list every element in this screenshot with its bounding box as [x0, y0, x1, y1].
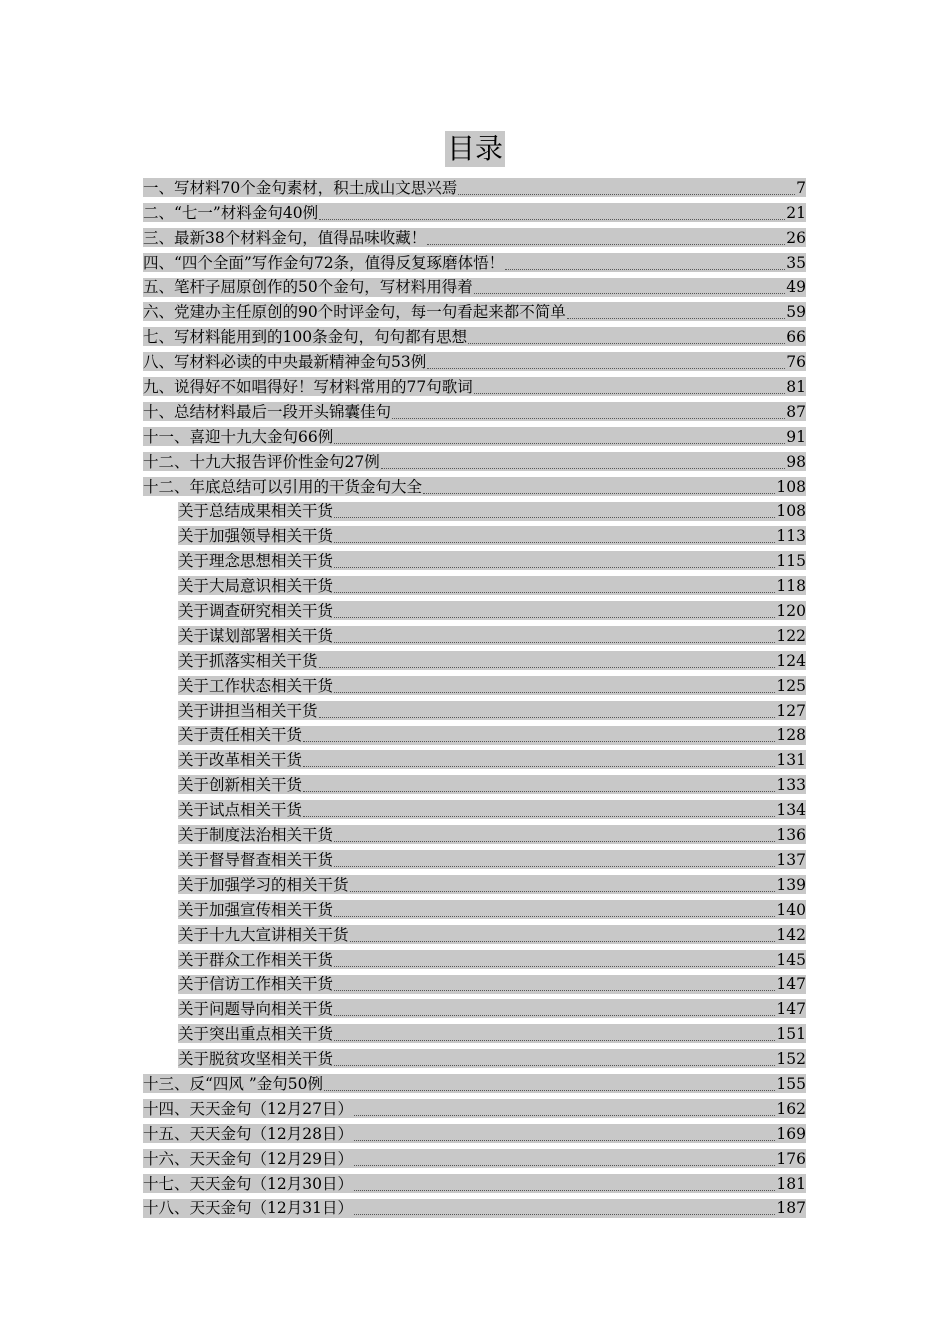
toc-entry-page-number: 187 — [776, 1199, 806, 1218]
toc-entry-label: 一、写材料70个金句素材，积土成山文思兴焉 — [143, 178, 458, 197]
toc-entry-page-number: 139 — [776, 875, 806, 894]
toc-entry-label: 六、党建办主任原创的90个时评金句，每一句看起来都不简单 — [143, 303, 566, 322]
toc-dot-leader — [319, 219, 785, 220]
toc-entry[interactable] — [143, 324, 806, 349]
toc-entry[interactable] — [143, 449, 806, 474]
toc-entry-page-number: 59 — [786, 303, 806, 322]
toc-subentry[interactable] — [178, 822, 806, 847]
toc-entry-label: 关于工作状态相关干货 — [178, 676, 334, 695]
toc-dot-leader — [468, 343, 785, 344]
toc-entry-page-number: 49 — [786, 278, 806, 297]
toc-list — [143, 175, 806, 1220]
toc-subentry[interactable] — [178, 747, 806, 772]
toc-subentry[interactable] — [178, 723, 806, 748]
toc-entry-label: 关于调查研究相关干货 — [178, 602, 334, 621]
toc-dot-leader — [334, 966, 775, 967]
toc-entry-label: 关于加强学习的相关干货 — [178, 875, 349, 894]
toc-dot-leader — [334, 692, 775, 693]
toc-subentry[interactable] — [178, 648, 806, 673]
toc-entry-page-number: 118 — [776, 577, 806, 596]
toc-entry-page-number: 131 — [776, 751, 806, 770]
toc-entry-label: 十五、天天金句（12月28日） — [143, 1124, 353, 1143]
toc-dot-leader — [334, 443, 785, 444]
toc-entry-page-number: 145 — [776, 950, 806, 969]
toc-dot-leader — [354, 1115, 775, 1116]
toc-dot-leader — [458, 194, 795, 195]
toc-dot-leader — [334, 517, 775, 518]
toc-entry[interactable] — [143, 349, 806, 374]
toc-dot-leader — [334, 1065, 775, 1066]
toc-entry-label: 关于突出重点相关干货 — [178, 1025, 334, 1044]
toc-subentry[interactable] — [178, 548, 806, 573]
toc-entry[interactable] — [143, 299, 806, 324]
toc-entry-page-number: 162 — [776, 1099, 806, 1118]
toc-entry-page-number: 151 — [776, 1025, 806, 1044]
toc-dot-leader — [505, 269, 785, 270]
toc-entry[interactable] — [143, 1171, 806, 1196]
toc-dot-leader — [334, 567, 775, 568]
toc-dot-leader — [334, 542, 775, 543]
toc-entry-page-number: 127 — [776, 701, 806, 720]
toc-entry-page-number: 113 — [776, 527, 806, 546]
toc-entry-page-number: 140 — [776, 900, 806, 919]
toc-dot-leader — [354, 1214, 775, 1215]
toc-entry-label: 关于群众工作相关干货 — [178, 950, 334, 969]
toc-dot-leader — [381, 468, 786, 469]
toc-dot-leader — [303, 766, 775, 767]
toc-entry-label: 关于抓落实相关干货 — [178, 651, 318, 670]
toc-dot-leader — [334, 916, 775, 917]
toc-entry-label: 关于理念思想相关干货 — [178, 552, 334, 571]
toc-entry-page-number: 169 — [776, 1124, 806, 1143]
toc-entry-page-number: 176 — [776, 1149, 806, 1168]
toc-entry-page-number: 128 — [776, 726, 806, 745]
toc-entry-label: 关于谋划部署相关干货 — [178, 626, 334, 645]
toc-subentry[interactable] — [178, 972, 806, 997]
toc-entry[interactable] — [143, 250, 806, 275]
toc-subentry[interactable] — [178, 872, 806, 897]
toc-subentry[interactable] — [178, 499, 806, 524]
toc-entry-label: 二、“七一”材料金句40例 — [143, 203, 319, 222]
toc-entry-page-number: 26 — [786, 228, 806, 247]
toc-subentry[interactable] — [178, 573, 806, 598]
toc-entry-page-number: 91 — [786, 427, 806, 446]
toc-entry[interactable] — [143, 424, 806, 449]
toc-dot-leader — [303, 791, 775, 792]
toc-entry[interactable] — [143, 225, 806, 250]
toc-dot-leader — [334, 990, 775, 991]
toc-subentry[interactable] — [178, 847, 806, 872]
toc-dot-leader — [303, 816, 775, 817]
toc-dot-leader — [334, 642, 775, 643]
toc-subentry[interactable] — [178, 996, 806, 1021]
toc-subentry[interactable] — [178, 673, 806, 698]
toc-entry[interactable] — [143, 175, 806, 200]
toc-dot-leader — [392, 418, 785, 419]
toc-entry-page-number: 7 — [796, 178, 806, 197]
toc-entry-label: 十四、天天金句（12月27日） — [143, 1099, 353, 1118]
toc-entry-label: 十八、天天金句（12月31日） — [143, 1199, 353, 1218]
toc-entry-page-number: 66 — [786, 328, 806, 347]
toc-dot-leader — [324, 1090, 775, 1091]
toc-dot-leader — [474, 393, 786, 394]
toc-subentry[interactable] — [178, 772, 806, 797]
toc-subentry[interactable] — [178, 797, 806, 822]
toc-dot-leader — [350, 941, 776, 942]
toc-entry[interactable] — [143, 474, 806, 499]
toc-entry-page-number: 136 — [776, 826, 806, 845]
toc-entry-label: 关于总结成果相关干货 — [178, 502, 334, 521]
toc-title: 目录 — [446, 132, 503, 165]
toc-dot-leader — [474, 293, 786, 294]
toc-subentry[interactable] — [178, 1046, 806, 1071]
toc-entry-page-number: 81 — [786, 378, 806, 397]
toc-dot-leader — [354, 1165, 775, 1166]
toc-dot-leader — [334, 617, 775, 618]
toc-entry-page-number: 122 — [776, 626, 806, 645]
toc-entry-page-number: 181 — [776, 1174, 806, 1193]
toc-dot-leader — [427, 368, 785, 369]
toc-entry-label: 关于改革相关干货 — [178, 751, 303, 770]
toc-entry-page-number: 134 — [776, 801, 806, 820]
toc-entry-label: 五、笔杆子屈原创作的50个金句，写材料用得着 — [143, 278, 473, 297]
toc-dot-leader — [334, 866, 775, 867]
toc-entry-label: 十三、反“四风 ”金句50例 — [143, 1074, 323, 1093]
toc-entry-label: 关于讲担当相关干货 — [178, 701, 318, 720]
toc-entry-page-number: 147 — [776, 975, 806, 994]
toc-entry-page-number: 142 — [776, 925, 806, 944]
toc-entry-label: 关于创新相关干货 — [178, 776, 303, 795]
toc-entry-label: 关于信访工作相关干货 — [178, 975, 334, 994]
toc-entry-label: 关于督导督查相关干货 — [178, 850, 334, 869]
toc-dot-leader — [350, 891, 776, 892]
toc-entry-page-number: 87 — [786, 402, 806, 421]
toc-entry[interactable] — [143, 1196, 806, 1221]
toc-entry-label: 十七、天天金句（12月30日） — [143, 1174, 353, 1193]
toc-entry[interactable] — [143, 200, 806, 225]
toc-entry-page-number: 115 — [776, 552, 806, 571]
toc-entry-label: 关于十九大宣讲相关干货 — [178, 925, 349, 944]
toc-entry-page-number: 133 — [776, 776, 806, 795]
toc-subentry[interactable] — [178, 947, 806, 972]
toc-entry-label: 十六、天天金句（12月29日） — [143, 1149, 353, 1168]
toc-subentry[interactable] — [178, 623, 806, 648]
toc-entry-label: 七、写材料能用到的100条金句，句句都有思想 — [143, 328, 468, 347]
toc-entry-label: 关于问题导向相关干货 — [178, 1000, 334, 1019]
toc-entry-page-number: 76 — [786, 353, 806, 372]
toc-entry-page-number: 108 — [776, 477, 806, 496]
toc-entry[interactable] — [143, 275, 806, 300]
toc-entry-label: 三、最新38个材料金句，值得品味收藏！ — [143, 228, 427, 247]
toc-entry-label: 关于加强领导相关干货 — [178, 527, 334, 546]
toc-subentry[interactable] — [178, 922, 806, 947]
toc-entry-label: 关于脱贫攻坚相关干货 — [178, 1050, 334, 1069]
toc-entry-page-number: 137 — [776, 850, 806, 869]
toc-entry-label: 十、总结材料最后一段开头锦囊佳句 — [143, 402, 392, 421]
toc-subentry[interactable] — [178, 698, 806, 723]
toc-subentry[interactable] — [178, 1021, 806, 1046]
toc-entry-label: 十二、年底总结可以引用的干货金句大全 — [143, 477, 423, 496]
toc-entry-label: 关于大局意识相关干货 — [178, 577, 334, 596]
toc-entry-label: 四、“四个全面”写作金句72条，值得反复琢磨体悟！ — [143, 253, 505, 272]
toc-entry-label: 九、说得好不如唱得好！写材料常用的77句歌词 — [143, 378, 473, 397]
toc-dot-leader — [303, 741, 775, 742]
toc-entry[interactable] — [143, 399, 806, 424]
toc-entry-page-number: 21 — [786, 203, 806, 222]
toc-entry-page-number: 147 — [776, 1000, 806, 1019]
toc-entry-page-number: 108 — [776, 502, 806, 521]
toc-entry[interactable] — [143, 1121, 806, 1146]
toc-entry-label: 关于加强宣传相关干货 — [178, 900, 334, 919]
toc-dot-leader — [319, 717, 776, 718]
toc-entry-page-number: 155 — [776, 1074, 806, 1093]
toc-title-container — [0, 131, 950, 167]
toc-entry-label: 关于制度法治相关干货 — [178, 826, 334, 845]
toc-subentry[interactable] — [178, 598, 806, 623]
toc-dot-leader — [423, 493, 775, 494]
toc-entry-page-number: 120 — [776, 602, 806, 621]
toc-entry-page-number: 35 — [786, 253, 806, 272]
toc-entry[interactable] — [143, 374, 806, 399]
toc-dot-leader — [334, 592, 775, 593]
toc-entry[interactable] — [143, 1146, 806, 1171]
toc-dot-leader — [319, 667, 776, 668]
toc-entry-page-number: 125 — [776, 676, 806, 695]
toc-subentry[interactable] — [178, 523, 806, 548]
toc-dot-leader — [334, 841, 775, 842]
toc-subentry[interactable] — [178, 897, 806, 922]
toc-dot-leader — [334, 1040, 775, 1041]
toc-entry-page-number: 98 — [786, 452, 806, 471]
toc-entry-label: 十一、喜迎十九大金句66例 — [143, 427, 334, 446]
toc-entry-page-number: 124 — [776, 651, 806, 670]
toc-entry-label: 关于试点相关干货 — [178, 801, 303, 820]
toc-entry[interactable] — [143, 1096, 806, 1121]
toc-entry-page-number: 152 — [776, 1050, 806, 1069]
toc-entry-label: 十二、十九大报告评价性金句27例 — [143, 452, 380, 471]
toc-dot-leader — [354, 1140, 775, 1141]
toc-dot-leader — [567, 318, 786, 319]
toc-dot-leader — [427, 244, 785, 245]
toc-dot-leader — [354, 1190, 775, 1191]
toc-dot-leader — [334, 1015, 775, 1016]
toc-entry-label: 八、写材料必读的中央最新精神金句53例 — [143, 353, 427, 372]
toc-entry-label: 关于责任相关干货 — [178, 726, 303, 745]
toc-entry[interactable] — [143, 1071, 806, 1096]
